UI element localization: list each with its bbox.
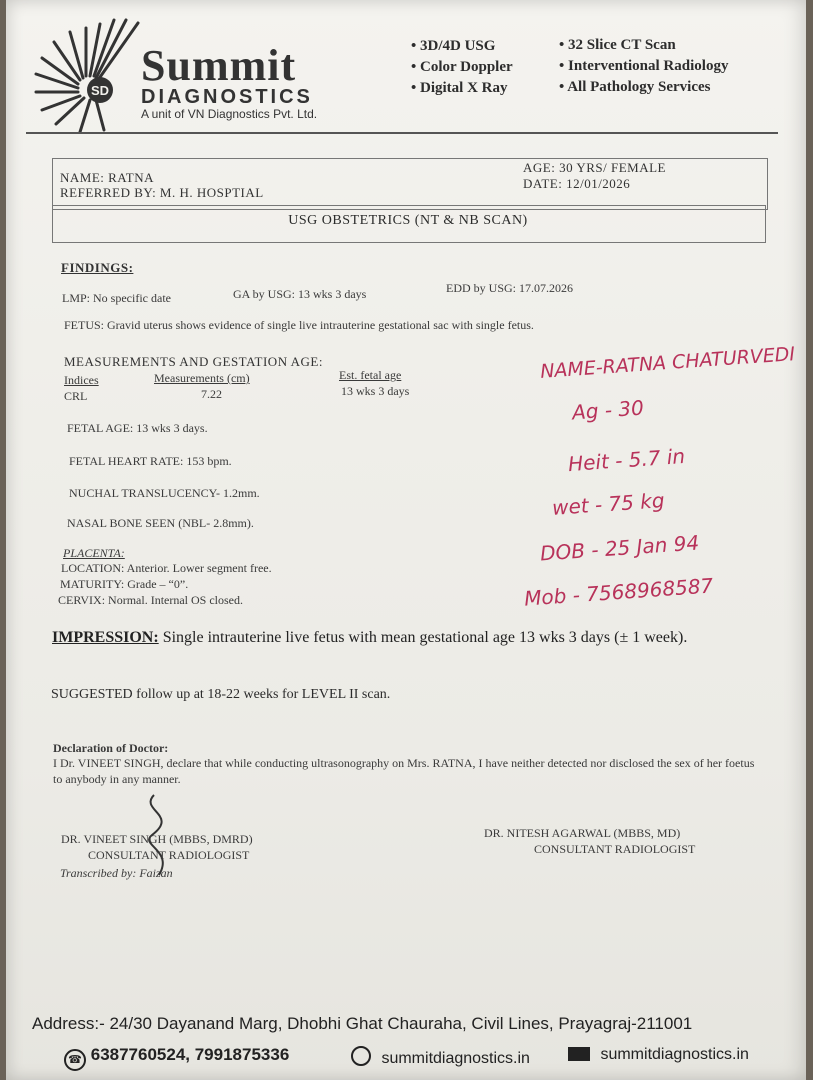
patient-name: NAME: RATNA: [60, 170, 154, 185]
impression-label: IMPRESSION:: [52, 629, 159, 646]
handwritten-dob: DOB - 25 Jan 94: [539, 530, 700, 566]
handwritten-height: Heit - 5.7 in: [567, 443, 686, 477]
col-measurements: Measurements (cm): [154, 371, 250, 385]
summit-logo-icon: [28, 18, 148, 138]
footer-phone: 6387760524, 7991875336: [90, 1045, 290, 1064]
footer-address: Address:- 24/30 Dayanand Marg, Dhobhi Ghat Chauraha, Civil Lines, Prayagraj-211001: [32, 1014, 693, 1033]
suggested-followup: SUGGESTED follow up at 18-22 weeks for LEVEL II scan.: [51, 687, 391, 702]
email-icon: [568, 1047, 590, 1061]
services-left: [411, 36, 513, 99]
referred-by: REFERRED BY: M. H. HOSPTIAL: [60, 185, 264, 200]
handwritten-age: Ag - 30: [571, 395, 645, 425]
report-paper: [6, 0, 806, 1080]
service-item: • All Pathology Services: [559, 77, 728, 98]
brand-tagline: A unit of VN Diagnostics Pvt. Ltd.: [141, 107, 318, 121]
footer-phone-block: [64, 1045, 289, 1071]
phone-icon: ☎: [64, 1049, 86, 1071]
placenta-maturity: MATURITY: Grade – “0”.: [60, 577, 189, 591]
lmp: LMP: No specific date: [62, 291, 171, 305]
service-item: • Interventional Radiology: [559, 56, 728, 77]
ga-by-usg: GA by USG: 13 wks 3 days: [233, 287, 367, 301]
services-right: [559, 35, 728, 98]
report-title: USG OBSTETRICS (NT & NB SCAN): [288, 213, 528, 228]
left-doctor-name: DR. VINEET SINGH (MBBS, DMRD): [61, 832, 253, 846]
crl-measurement: 7.22: [201, 387, 222, 401]
transcribed-by: Transcribed by: Faizan: [60, 866, 173, 880]
service-item: • Color Doppler: [411, 57, 513, 78]
service-item: • 3D/4D USG: [411, 36, 513, 57]
fetal-age: FETAL AGE: 13 wks 3 days.: [67, 421, 208, 435]
svg-text:SD: SD: [90, 83, 110, 98]
crl-est-age: 13 wks 3 days: [341, 384, 410, 398]
impression-block: [52, 627, 764, 649]
findings-heading: FINDINGS:: [61, 260, 134, 275]
handwritten-mobile: Mob - 7568968587: [523, 573, 714, 611]
footer-website: summitdiagnostics.in: [381, 1050, 530, 1067]
col-est-fetal-age: Est. fetal age: [339, 368, 402, 382]
service-item: • 32 Slice CT Scan: [559, 35, 728, 56]
footer-email-block: [568, 1046, 749, 1064]
right-doctor-title: CONSULTANT RADIOLOGIST: [534, 842, 696, 856]
handwritten-name: NAME-RATNA CHATURVEDI: [539, 343, 796, 383]
col-indices: Indices: [64, 373, 99, 387]
report-date: DATE: 12/01/2026: [523, 176, 631, 191]
header-divider: [26, 132, 778, 134]
brand-name: Summit: [141, 41, 297, 90]
impression-text: Single intrauterine live fetus with mean gestational age 13 wks 3 days (± 1 week).: [162, 629, 688, 646]
patient-age: AGE: 30 YRS/ FEMALE: [523, 160, 666, 175]
left-doctor-title: CONSULTANT RADIOLOGIST: [88, 848, 250, 862]
brand-sub: DIAGNOSTICS: [141, 86, 313, 108]
fetus-finding: FETUS: Gravid uterus shows evidence of single live intrauterine gestational sac with single fetus.: [64, 318, 534, 332]
service-item: • Digital X Ray: [411, 78, 513, 99]
nasal-bone: NASAL BONE SEEN (NBL- 2.8mm).: [67, 516, 254, 530]
placenta-location: LOCATION: Anterior. Lower segment free.: [61, 561, 272, 575]
measurements-heading: MEASUREMENTS AND GESTATION AGE:: [64, 354, 323, 369]
handwritten-weight: wet - 75 kg: [551, 488, 666, 520]
placenta-heading: PLACENTA:: [63, 546, 125, 560]
declaration-heading: Declaration of Doctor:: [53, 741, 169, 755]
globe-icon: [351, 1046, 371, 1066]
crl-index: CRL: [64, 389, 88, 403]
fetal-heart-rate: FETAL HEART RATE: 153 bpm.: [69, 454, 232, 468]
footer-website-block: [351, 1046, 530, 1068]
footer-email: summitdiagnostics.in: [600, 1046, 749, 1063]
right-doctor-name: DR. NITESH AGARWAL (MBBS, MD): [484, 826, 681, 840]
declaration-text: I Dr. VINEET SINGH, declare that while conducting ultrasonography on Mrs. RATNA, I have neither detected nor disclosed the sex of her foetus to anybody in any manner.: [53, 756, 755, 786]
nuchal-translucency: NUCHAL TRANSLUCENCY- 1.2mm.: [69, 486, 260, 500]
cervix: CERVIX: Normal. Internal OS closed.: [58, 593, 244, 607]
edd-by-usg: EDD by USG: 17.07.2026: [446, 281, 574, 295]
